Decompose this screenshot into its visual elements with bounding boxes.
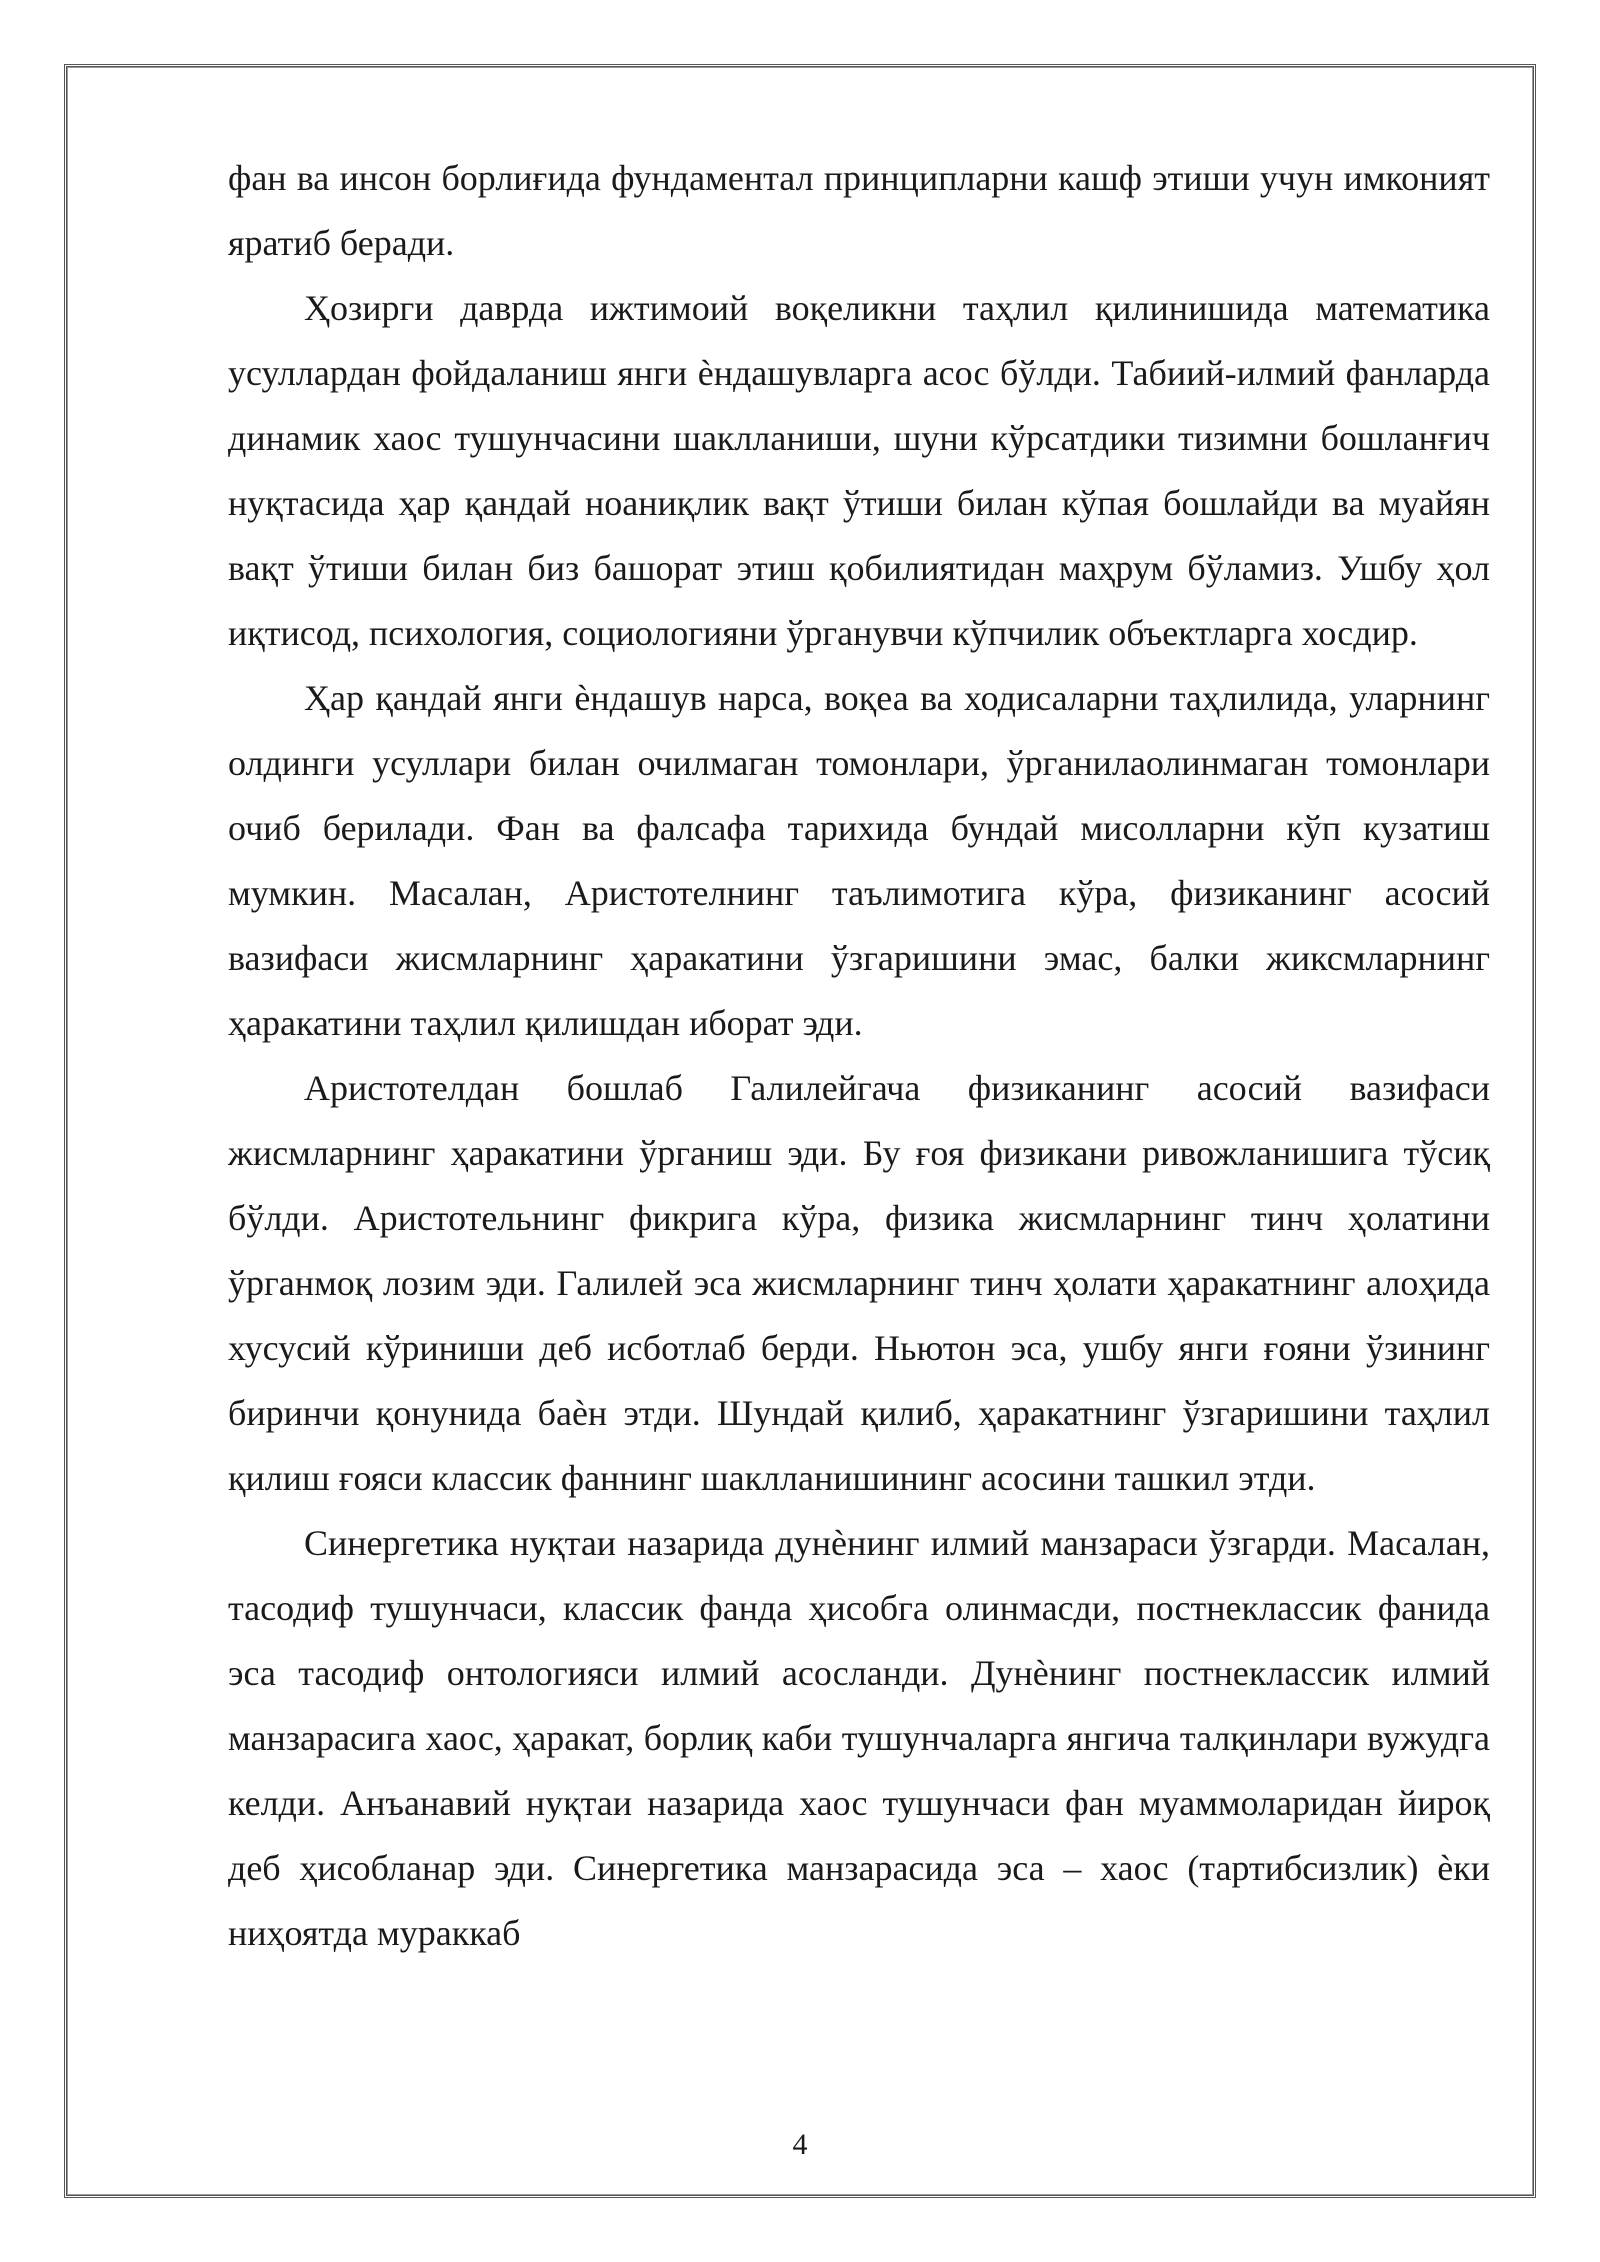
page-number: 4: [792, 2128, 808, 2161]
paragraph: Синергетика нуқтаи назарида дунѐнинг илмий манзараси ўзгарди. Масалан, тасодиф тушунчаси, классик фанда ҳисобга олинмасди, постнеклассик фанида эса тасодиф онтологияси илмий асосланди. Дунѐнинг постнеклассик илмий манзарасига хаос, ҳаракат, борлиқ каби тушунчаларга янгича талқинлари вужудга келди. Анъанавий нуқтаи назарида хаос тушунчаси фан муаммоларидан йироқ деб ҳисобланар эди. Синергетика манзарасида эса – хаос (тартибсизлик) ѐки ниҳоятда мураккаб: [228, 1523, 1490, 1953]
paragraph-continued: фан ва инсон борлиғида фундаментал принципларни кашф этиши учун имконият яратиб беради.: [228, 158, 1490, 263]
paragraph: Ҳар қандай янги ѐндашув нарса, воқеа ва ходисаларни таҳлилида, уларнинг олдинги усуллари билан очилмаган томонлари, ўрганилаолинмаган томонлари очиб берилади. Фан ва фалсафа тарихида бундай мисолларни кўп кузатиш мумкин. Масалан, Аристотелнинг таълимотига кўра, физиканинг асосий вазифаси жисмларнинг ҳаракатини ўзгаришини эмас, балки жиксмларнинг ҳаракатини таҳлил қилишдан иборат эди.: [228, 678, 1490, 1043]
paragraph: Ҳозирги даврда ижтимоий воқеликни таҳлил қилинишида математика усуллардан фойдаланиш янги ѐндашувларга асос бўлди. Табиий-илмий фанларда динамик хаос тушунчасини шаклланиши, шуни кўрсатдики тизимни бошланғич нуқтасида ҳар қандай ноаниқлик вақт ўтиши билан кўпая бошлайди ва муайян вақт ўтиши билан биз башорат этиш қобилиятидан маҳрум бўламиз. Ушбу ҳол иқтисод, психология, социологияни ўрганувчи кўпчилик объектларга хосдир.: [228, 288, 1490, 653]
document-body: [228, 146, 1490, 1966]
paragraph: Аристотелдан бошлаб Галилейгача физиканинг асосий вазифаси жисмларнинг ҳаракатини ўрганиш эди. Бу ғоя физикани ривожланишига тўсиқ бўлди. Аристотельнинг фикрига кўра, физика жисмларнинг тинч ҳолатини ўрганмоқ лозим эди. Галилей эса жисмларнинг тинч ҳолати ҳаракатнинг алоҳида хусусий кўриниши деб исботлаб берди. Ньютон эса, ушбу янги ғояни ўзининг биринчи қонунида баѐн этди. Шундай қилиб, ҳаракатнинг ўзгаришини таҳлил қилиш ғояси классик фаннинг шаклланишининг асосини ташкил этди.: [228, 1068, 1490, 1498]
